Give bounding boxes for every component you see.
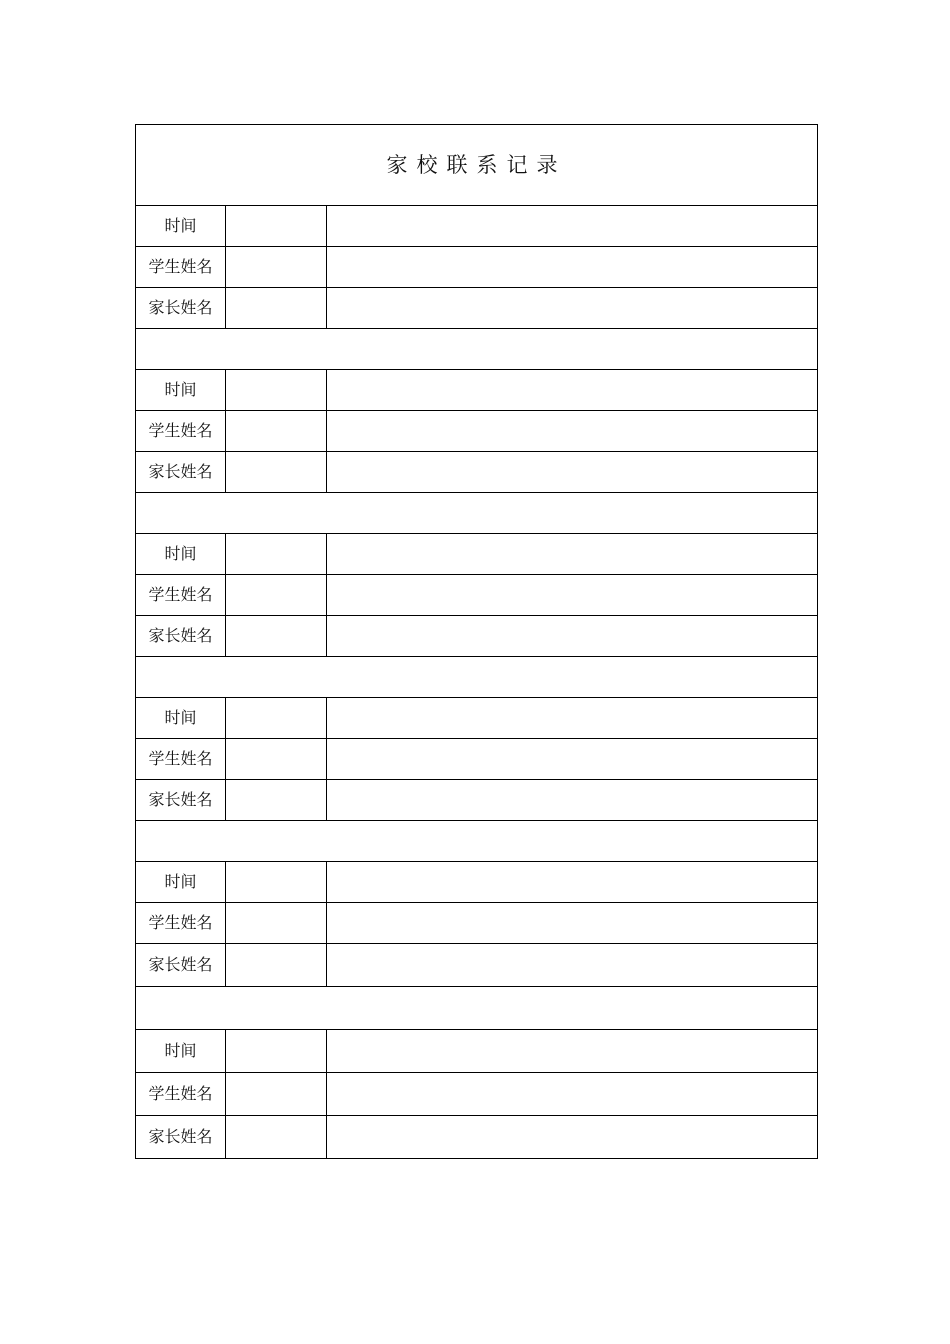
parent-name-label: 家长姓名 xyxy=(136,288,226,329)
time-label: 时间 xyxy=(136,370,226,411)
student-name-row xyxy=(136,411,818,452)
record-separator xyxy=(136,657,818,698)
parent-name-label: 家长姓名 xyxy=(136,1116,226,1159)
notes-field[interactable] xyxy=(327,411,818,452)
time-field[interactable] xyxy=(226,862,327,903)
time-field[interactable] xyxy=(226,370,327,411)
time-row xyxy=(136,534,818,575)
student-name-row xyxy=(136,575,818,616)
time-label: 时间 xyxy=(136,206,226,247)
record-separator-row xyxy=(136,329,818,370)
student-name-label: 学生姓名 xyxy=(136,739,226,780)
student-name-label: 学生姓名 xyxy=(136,1073,226,1116)
time-row xyxy=(136,1030,818,1073)
title-row xyxy=(136,125,818,206)
student-name-field[interactable] xyxy=(226,575,327,616)
notes-field[interactable] xyxy=(327,1073,818,1116)
parent-name-field[interactable] xyxy=(226,288,327,329)
student-name-row xyxy=(136,247,818,288)
student-name-field[interactable] xyxy=(226,247,327,288)
notes-field[interactable] xyxy=(327,698,818,739)
parent-name-field[interactable] xyxy=(226,1116,327,1159)
student-name-row xyxy=(136,903,818,944)
notes-field[interactable] xyxy=(327,534,818,575)
notes-field[interactable] xyxy=(327,739,818,780)
student-name-field[interactable] xyxy=(226,903,327,944)
time-row xyxy=(136,862,818,903)
student-name-label: 学生姓名 xyxy=(136,903,226,944)
time-row xyxy=(136,370,818,411)
time-field[interactable] xyxy=(226,534,327,575)
parent-name-label: 家长姓名 xyxy=(136,780,226,821)
parent-name-field[interactable] xyxy=(226,616,327,657)
record-separator-row xyxy=(136,493,818,534)
parent-name-row xyxy=(136,452,818,493)
notes-field[interactable] xyxy=(327,616,818,657)
record-separator xyxy=(136,493,818,534)
record-separator-row xyxy=(136,821,818,862)
student-name-label: 学生姓名 xyxy=(136,411,226,452)
record-separator-row xyxy=(136,987,818,1030)
record-separator xyxy=(136,329,818,370)
parent-name-label: 家长姓名 xyxy=(136,944,226,987)
parent-name-row xyxy=(136,944,818,987)
notes-field[interactable] xyxy=(327,903,818,944)
notes-field[interactable] xyxy=(327,206,818,247)
notes-field[interactable] xyxy=(327,1116,818,1159)
student-name-field[interactable] xyxy=(226,411,327,452)
contact-record-table xyxy=(135,124,818,1159)
student-name-field[interactable] xyxy=(226,739,327,780)
notes-field[interactable] xyxy=(327,452,818,493)
parent-name-row xyxy=(136,780,818,821)
time-row xyxy=(136,698,818,739)
notes-field[interactable] xyxy=(327,1030,818,1073)
parent-name-label: 家长姓名 xyxy=(136,616,226,657)
record-separator-row xyxy=(136,657,818,698)
record-separator xyxy=(136,821,818,862)
student-name-field[interactable] xyxy=(226,1073,327,1116)
student-name-label: 学生姓名 xyxy=(136,247,226,288)
parent-name-field[interactable] xyxy=(226,780,327,821)
time-field[interactable] xyxy=(226,206,327,247)
notes-field[interactable] xyxy=(327,944,818,987)
time-field[interactable] xyxy=(226,698,327,739)
record-separator xyxy=(136,987,818,1030)
time-field[interactable] xyxy=(226,1030,327,1073)
notes-field[interactable] xyxy=(327,780,818,821)
notes-field[interactable] xyxy=(327,370,818,411)
page-title: 家校联系记录 xyxy=(136,125,818,206)
time-label: 时间 xyxy=(136,698,226,739)
student-name-row xyxy=(136,739,818,780)
notes-field[interactable] xyxy=(327,288,818,329)
parent-name-row xyxy=(136,1116,818,1159)
time-label: 时间 xyxy=(136,1030,226,1073)
notes-field[interactable] xyxy=(327,575,818,616)
notes-field[interactable] xyxy=(327,862,818,903)
time-label: 时间 xyxy=(136,534,226,575)
parent-name-label: 家长姓名 xyxy=(136,452,226,493)
parent-name-row xyxy=(136,288,818,329)
student-name-row xyxy=(136,1073,818,1116)
parent-name-field[interactable] xyxy=(226,944,327,987)
notes-field[interactable] xyxy=(327,247,818,288)
parent-name-row xyxy=(136,616,818,657)
parent-name-field[interactable] xyxy=(226,452,327,493)
student-name-label: 学生姓名 xyxy=(136,575,226,616)
time-label: 时间 xyxy=(136,862,226,903)
time-row xyxy=(136,206,818,247)
